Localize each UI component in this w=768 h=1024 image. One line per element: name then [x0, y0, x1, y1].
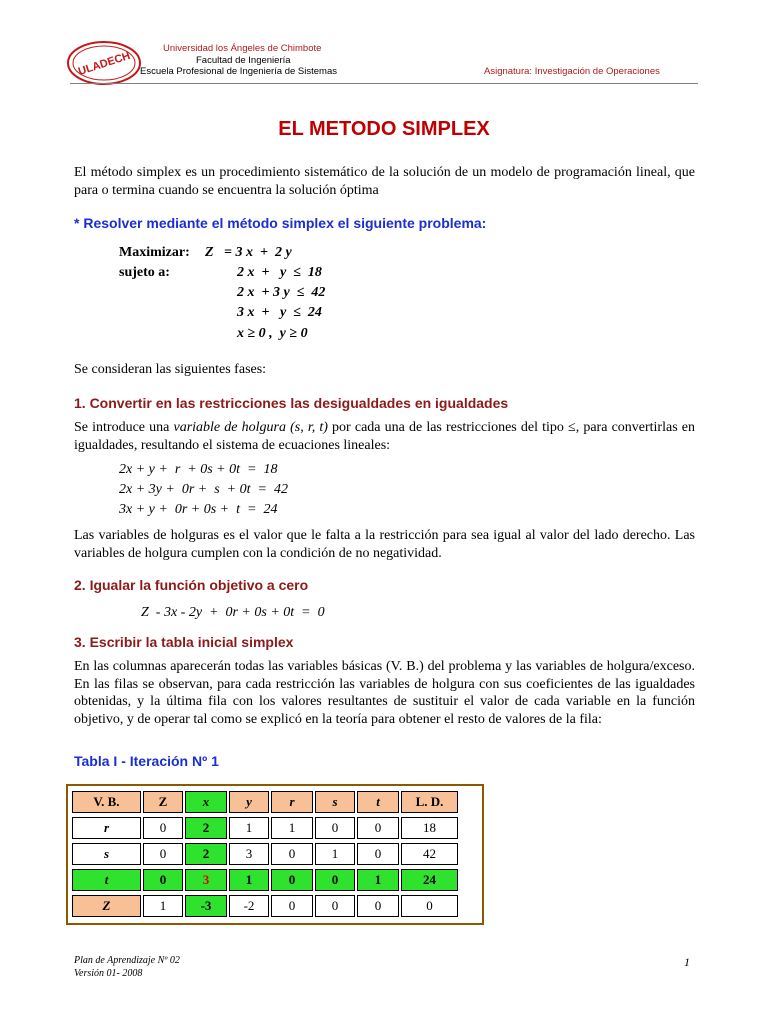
subject-name: Asignatura: Investigación de Operaciones: [484, 66, 660, 77]
objective-function: Z = 3 x + 2 y: [205, 245, 292, 260]
simplex-table: [70, 787, 460, 921]
non-negativity: x ≥ 0 , y ≥ 0: [237, 326, 308, 341]
table-cell: 0: [143, 869, 183, 891]
table-cell: 0: [357, 895, 399, 917]
step1-paragraph: Se introduce una variable de holgura (s, r, t) por cada una de las restricciones del tipo ≤, para convertirlas en igualdades, resultando el sistema de ecuaciones lineales:: [74, 420, 695, 453]
table-cell: 24: [401, 869, 458, 891]
footer-plan: Plan de Aprendizaje Nº 02: [74, 955, 180, 966]
table-cell-pivot-column: 2: [185, 843, 227, 865]
table-cell: -2: [229, 895, 269, 917]
table-cell: 1: [229, 869, 269, 891]
header-cell: V. B.: [72, 791, 141, 813]
slack-note: Las variables de holguras es el valor que le falta a la restricción para sea igual al valor del lado derecho. Las variables de holgura cumplen con la condición de no negatividad.: [74, 528, 695, 561]
header-cell: L. D.: [401, 791, 458, 813]
faculty-name: Facultad de Ingeniería: [196, 55, 291, 66]
school-name: Escuela Profesional de Ingeniería de Sistemas: [140, 66, 337, 77]
equation-3: 3x + y + 0r + 0s + t = 24: [119, 502, 278, 517]
equation-2: 2x + 3y + 0r + s + 0t = 42: [119, 482, 288, 497]
step3-heading: 3. Escribir la tabla inicial simplex: [74, 634, 294, 650]
header-cell-pivot-column: x: [185, 791, 227, 813]
table-header-row: [72, 791, 458, 813]
row-label: Z: [72, 895, 141, 917]
table-cell: 0: [143, 843, 183, 865]
step1-heading: 1. Convertir en las restricciones las desigualdades en igualdades: [74, 395, 509, 411]
row-label: r: [72, 817, 141, 839]
table-cell-pivot-column: -3: [185, 895, 227, 917]
row-label: s: [72, 843, 141, 865]
table-cell: 0: [401, 895, 458, 917]
page-number: 1: [684, 955, 690, 969]
table-cell-pivot-column: 2: [185, 817, 227, 839]
header-cell: Z: [143, 791, 183, 813]
table-cell: 0: [315, 869, 355, 891]
table-cell: 1: [271, 817, 313, 839]
maximize-label: Maximizar:: [119, 245, 190, 260]
table-row-objective: [72, 895, 458, 917]
table-row-pivot: [72, 869, 458, 891]
university-name: Universidad los Ángeles de Chimbote: [163, 43, 322, 54]
pivot-element: 3: [185, 869, 227, 891]
equation-1: 2x + y + r + 0s + 0t = 18: [119, 462, 278, 477]
header-cell: y: [229, 791, 269, 813]
table-row: [72, 817, 458, 839]
slack-variable-term: variable de holgura (s, r, t): [173, 420, 328, 435]
table-cell: 0: [271, 895, 313, 917]
constraint-1: 2 x + y ≤ 18: [237, 265, 322, 280]
page-title: EL METODO SIMPLEX: [278, 118, 490, 140]
objective-zero-equation: Z - 3x - 2y + 0r + 0s + 0t = 0: [141, 605, 325, 620]
header-cell: r: [271, 791, 313, 813]
constraint-2: 2 x + 3 y ≤ 42: [237, 285, 326, 300]
row-label: t: [72, 869, 141, 891]
uladech-logo: [66, 40, 142, 86]
header-cell: t: [357, 791, 399, 813]
table-cell: 0: [357, 817, 399, 839]
table-cell: 1: [143, 895, 183, 917]
subject-to-label: sujeto a:: [119, 265, 170, 280]
table-cell: 1: [357, 869, 399, 891]
table-cell: 1: [315, 843, 355, 865]
table-cell: 1: [229, 817, 269, 839]
table-title: Tabla I - Iteración Nº 1: [74, 753, 219, 769]
intro-paragraph: El método simplex es un procedimiento sistemático de la solución de un modelo de programación lineal, que para o termina cuando se encuentra la solución óptima: [74, 165, 695, 198]
table-cell: 3: [229, 843, 269, 865]
phases-intro: Se consideran las siguientes fases:: [74, 362, 267, 377]
problem-heading: * Resolver mediante el método simplex el siguiente problema:: [74, 215, 487, 231]
table-row: [72, 843, 458, 865]
table-cell: 18: [401, 817, 458, 839]
header-divider: [70, 83, 698, 84]
header-cell: s: [315, 791, 355, 813]
table-cell: 0: [315, 817, 355, 839]
table-cell: 0: [271, 843, 313, 865]
step2-heading: 2. Igualar la función objetivo a cero: [74, 577, 309, 593]
step3-paragraph: En las columnas aparecerán todas las variables básicas (V. B.) del problema y las variables de holgura/exceso. En las filas se observan, para cada restricción las variables de holgura con sus coeficientes de las igualdades obtenidas, y la última fila con los valores resultantes de sustituir el valor de cada variable en la función objetivo, y de operar tal como se explicó en la teoría para obtener el resto de valores de la fila:: [74, 659, 695, 727]
table-cell: 0: [143, 817, 183, 839]
table-cell: 0: [271, 869, 313, 891]
table-cell: 42: [401, 843, 458, 865]
constraint-3: 3 x + y ≤ 24: [237, 305, 322, 320]
table-cell: 0: [357, 843, 399, 865]
footer-version: Versión 01- 2008: [74, 968, 143, 979]
table-cell: 0: [315, 895, 355, 917]
logo-text: ULADECH: [76, 49, 132, 78]
